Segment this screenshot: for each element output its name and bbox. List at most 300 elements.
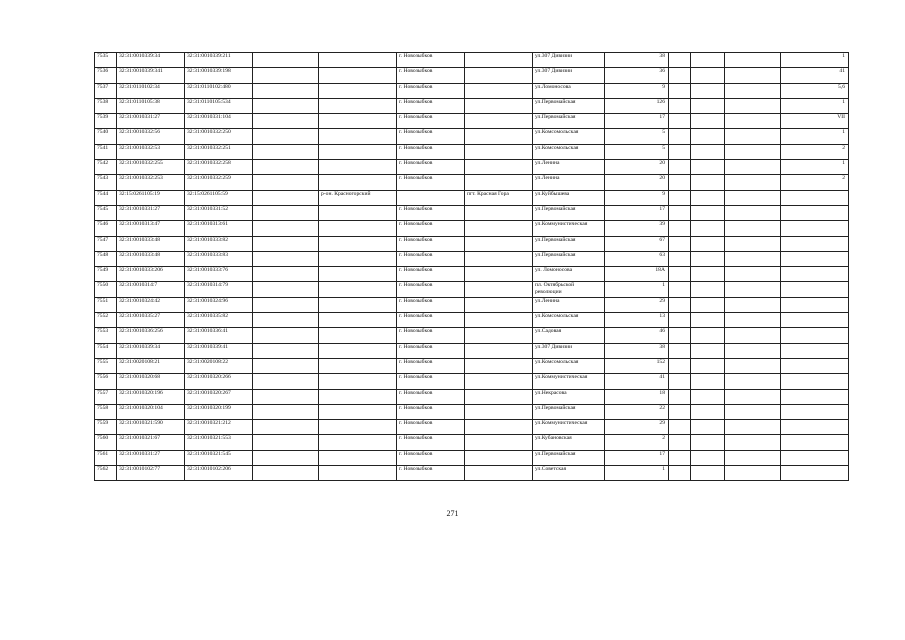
cell-c8 (669, 435, 691, 450)
cell-c10 (725, 420, 781, 435)
cell-street: ул. Ломоносова (533, 267, 605, 282)
cell-settlement (465, 83, 533, 98)
cell-no: 7553 (95, 328, 117, 343)
cell-no: 7548 (95, 251, 117, 266)
cell-city: г. Новозыбков (397, 236, 465, 251)
cell-c9 (691, 221, 725, 236)
cell-c8 (669, 129, 691, 144)
cell-city: г. Новозыбков (397, 450, 465, 465)
cell-city: г. Новозыбков (397, 205, 465, 220)
cell-cad1: 32:31:0010313:47 (117, 221, 185, 236)
cell-house: 46 (605, 328, 669, 343)
cell-cad1: 32:31:0010339:341 (117, 68, 185, 83)
cell-c10 (725, 190, 781, 205)
cell-street: ул.Комсомольская (533, 313, 605, 328)
cell-c8 (669, 420, 691, 435)
cell-house: 63 (605, 251, 669, 266)
table-row (95, 53, 849, 68)
table-row (95, 251, 849, 266)
table-row (95, 297, 849, 312)
cell-flat: 5,6 (781, 83, 849, 98)
cell-cad1: 32:31:0010332:53 (117, 144, 185, 159)
cell-c8 (669, 144, 691, 159)
table-row (95, 466, 849, 481)
cell-c8 (669, 221, 691, 236)
cell-flat (781, 267, 849, 282)
cell-c9 (691, 205, 725, 220)
cell-c9 (691, 190, 725, 205)
cell-c9 (691, 374, 725, 389)
cell-settlement (465, 53, 533, 68)
cell-c9 (691, 53, 725, 68)
cell-street: ул.Первомайская (533, 404, 605, 419)
cell-c8 (669, 190, 691, 205)
cell-c8 (669, 267, 691, 282)
cell-no: 7544 (95, 190, 117, 205)
cell-flat (781, 389, 849, 404)
cell-street: ул.Первомайская (533, 450, 605, 465)
cell-district (319, 160, 397, 175)
cell-no: 7550 (95, 282, 117, 297)
cell-house: 67 (605, 236, 669, 251)
cell-c3 (253, 267, 319, 282)
cell-flat: VII (781, 114, 849, 129)
cell-street: ул.Куйбышева (533, 190, 605, 205)
cell-cad2: 32:15:0261105:59 (185, 190, 253, 205)
cell-house: 5 (605, 144, 669, 159)
cell-cad2: 32:31:0010321:545 (185, 450, 253, 465)
cell-cad2: 32:31:0010333:76 (185, 267, 253, 282)
cell-district (319, 221, 397, 236)
cell-house: 41 (605, 374, 669, 389)
cell-district (319, 267, 397, 282)
cell-c9 (691, 236, 725, 251)
cell-settlement (465, 144, 533, 159)
cell-cad1: 32:31:0010335:27 (117, 313, 185, 328)
cell-flat (781, 450, 849, 465)
cell-house: 29 (605, 297, 669, 312)
cell-street: ул.307 Дивизии (533, 343, 605, 358)
cell-no: 7556 (95, 374, 117, 389)
cell-c10 (725, 114, 781, 129)
cell-settlement (465, 297, 533, 312)
cell-house: 39 (605, 221, 669, 236)
cell-c9 (691, 466, 725, 481)
cell-street: ул.Кубановская (533, 435, 605, 450)
cell-district (319, 282, 397, 297)
cell-no: 7535 (95, 53, 117, 68)
cell-c8 (669, 160, 691, 175)
cell-no: 7561 (95, 450, 117, 465)
cell-c9 (691, 251, 725, 266)
cell-c8 (669, 358, 691, 373)
cell-district (319, 450, 397, 465)
cell-settlement (465, 389, 533, 404)
cell-no: 7560 (95, 435, 117, 450)
cell-no: 7545 (95, 205, 117, 220)
cell-cad2: 32:31:0110105:534 (185, 98, 253, 113)
cell-c10 (725, 83, 781, 98)
cell-house: 1 (605, 466, 669, 481)
cell-c8 (669, 313, 691, 328)
cell-settlement (465, 251, 533, 266)
cell-c3 (253, 404, 319, 419)
cell-flat: 1 (781, 98, 849, 113)
table-row (95, 236, 849, 251)
cell-street: ул.Коммунистическая (533, 420, 605, 435)
cell-city: г. Новозыбков (397, 435, 465, 450)
cell-city: г. Новозыбков (397, 175, 465, 190)
cell-no: 7558 (95, 404, 117, 419)
cell-street: ул.Ленина (533, 160, 605, 175)
table-row (95, 129, 849, 144)
cell-city: г. Новозыбков (397, 83, 465, 98)
cell-street: ул.Первомайская (533, 114, 605, 129)
table-row (95, 389, 849, 404)
cell-city: г. Новозыбков (397, 282, 465, 297)
cell-c3 (253, 144, 319, 159)
cell-c3 (253, 282, 319, 297)
cell-house: 17 (605, 205, 669, 220)
cell-c8 (669, 236, 691, 251)
cell-house: 17 (605, 450, 669, 465)
cell-c9 (691, 160, 725, 175)
cell-settlement (465, 328, 533, 343)
cell-cad1: 32:31:0010102:77 (117, 466, 185, 481)
cell-settlement (465, 129, 533, 144)
cell-cad1: 32:31:0010320:68 (117, 374, 185, 389)
cell-cad1: 32:31:0010320:196 (117, 389, 185, 404)
cell-city: г. Новозыбков (397, 404, 465, 419)
cell-flat (781, 420, 849, 435)
cell-c8 (669, 68, 691, 83)
cell-c9 (691, 98, 725, 113)
cell-c3 (253, 114, 319, 129)
cell-street: ул.Коммунистическая (533, 374, 605, 389)
cell-c3 (253, 313, 319, 328)
cell-flat (781, 435, 849, 450)
cell-c8 (669, 282, 691, 297)
cell-district (319, 374, 397, 389)
table-row (95, 68, 849, 83)
cell-house: 17 (605, 114, 669, 129)
cell-c8 (669, 450, 691, 465)
cell-c10 (725, 389, 781, 404)
cell-cad1: 32:31:0010320:104 (117, 404, 185, 419)
cell-c10 (725, 175, 781, 190)
cell-cad2: 32:31:0010332:251 (185, 144, 253, 159)
table-row (95, 190, 849, 205)
cell-no: 7541 (95, 144, 117, 159)
cell-city: г. Новозыбков (397, 389, 465, 404)
cell-c3 (253, 297, 319, 312)
cell-street: ул.307 Дивизии (533, 53, 605, 68)
cell-city: г. Новозыбков (397, 160, 465, 175)
cell-c9 (691, 129, 725, 144)
cell-district (319, 236, 397, 251)
cell-no: 7562 (95, 466, 117, 481)
cell-c3 (253, 129, 319, 144)
table-row (95, 282, 849, 297)
cell-no: 7547 (95, 236, 117, 251)
cell-house: 20 (605, 160, 669, 175)
cell-c3 (253, 190, 319, 205)
cell-c9 (691, 144, 725, 159)
cell-district: р-он. Красногорский (319, 190, 397, 205)
cell-no: 7549 (95, 267, 117, 282)
cell-no: 7538 (95, 98, 117, 113)
cell-c9 (691, 175, 725, 190)
cell-c8 (669, 114, 691, 129)
cell-no: 7559 (95, 420, 117, 435)
cell-cad2: 32:31:0110102:480 (185, 83, 253, 98)
cell-house: 152 (605, 358, 669, 373)
cell-settlement (465, 358, 533, 373)
cell-c3 (253, 343, 319, 358)
property-register-table (94, 52, 849, 481)
cell-city: г. Новозыбков (397, 144, 465, 159)
cell-cad1: 32:31:0010339:34 (117, 343, 185, 358)
cell-flat (781, 205, 849, 220)
cell-c3 (253, 68, 319, 83)
cell-district (319, 205, 397, 220)
cell-city: г. Новозыбков (397, 328, 465, 343)
cell-c3 (253, 358, 319, 373)
table-row (95, 221, 849, 236)
cell-flat: 2 (781, 175, 849, 190)
cell-c3 (253, 160, 319, 175)
cell-district (319, 389, 397, 404)
cell-city (397, 190, 465, 205)
cell-cad1: 32:31:0010314:7 (117, 282, 185, 297)
cell-street: ул.Комсомольская (533, 129, 605, 144)
cell-district (319, 435, 397, 450)
cell-c9 (691, 343, 725, 358)
cell-c10 (725, 374, 781, 389)
cell-street: ул.Комсомольская (533, 144, 605, 159)
table-row (95, 450, 849, 465)
cell-c3 (253, 389, 319, 404)
cell-city: г. Новозыбков (397, 114, 465, 129)
cell-house: 20 (605, 175, 669, 190)
cell-district (319, 466, 397, 481)
cell-house: 36 (605, 68, 669, 83)
table-row (95, 313, 849, 328)
cell-city: г. Новозыбков (397, 53, 465, 68)
cell-street: ул.Советская (533, 466, 605, 481)
cell-c9 (691, 267, 725, 282)
cell-district (319, 420, 397, 435)
cell-c10 (725, 68, 781, 83)
cell-flat: 1 (781, 129, 849, 144)
cell-house: 22 (605, 404, 669, 419)
cell-settlement (465, 450, 533, 465)
cell-c10 (725, 160, 781, 175)
cell-cad1: 32:31:0010321:590 (117, 420, 185, 435)
cell-cad2: 32:31:0010313:61 (185, 221, 253, 236)
cell-cad1: 32:31:0010336:256 (117, 328, 185, 343)
cell-cad1: 32:31:0010331:27 (117, 114, 185, 129)
cell-house: 5 (605, 129, 669, 144)
cell-no: 7552 (95, 313, 117, 328)
cell-house: 126 (605, 98, 669, 113)
cell-flat (781, 221, 849, 236)
cell-house: 9 (605, 190, 669, 205)
cell-district (319, 129, 397, 144)
table-row (95, 420, 849, 435)
cell-city: г. Новозыбков (397, 251, 465, 266)
cell-flat (781, 282, 849, 297)
cell-city: г. Новозыбков (397, 129, 465, 144)
cell-c10 (725, 282, 781, 297)
cell-cad1: 32:31:0010332:253 (117, 175, 185, 190)
cell-c9 (691, 450, 725, 465)
cell-cad1: 32:31:0110105:38 (117, 98, 185, 113)
cell-c10 (725, 450, 781, 465)
cell-c9 (691, 297, 725, 312)
cell-flat (781, 236, 849, 251)
cell-settlement (465, 160, 533, 175)
register-body (95, 53, 849, 481)
cell-c10 (725, 53, 781, 68)
cell-flat (781, 343, 849, 358)
cell-c8 (669, 53, 691, 68)
cell-no: 7540 (95, 129, 117, 144)
cell-flat (781, 404, 849, 419)
cell-c9 (691, 435, 725, 450)
cell-c3 (253, 328, 319, 343)
cell-settlement (465, 374, 533, 389)
cell-flat (781, 313, 849, 328)
cell-c3 (253, 435, 319, 450)
cell-no: 7555 (95, 358, 117, 373)
cell-cad2: 32:31:0010339:211 (185, 53, 253, 68)
table-row (95, 205, 849, 220)
cell-district (319, 175, 397, 190)
table-row (95, 267, 849, 282)
cell-no: 7536 (95, 68, 117, 83)
cell-c10 (725, 328, 781, 343)
cell-flat: 2 (781, 144, 849, 159)
table-row (95, 328, 849, 343)
cell-c10 (725, 343, 781, 358)
cell-c3 (253, 450, 319, 465)
cell-district (319, 404, 397, 419)
cell-settlement (465, 466, 533, 481)
cell-flat: 41 (781, 68, 849, 83)
cell-district (319, 343, 397, 358)
cell-cad1: 32:31:0020108:21 (117, 358, 185, 373)
cell-street: ул.Садовая (533, 328, 605, 343)
cell-c10 (725, 267, 781, 282)
cell-cad1: 32:15:0261105:19 (117, 190, 185, 205)
cell-c9 (691, 83, 725, 98)
cell-settlement (465, 114, 533, 129)
cell-flat: 1 (781, 160, 849, 175)
cell-cad2: 32:31:0010333:83 (185, 251, 253, 266)
cell-city: г. Новозыбков (397, 374, 465, 389)
cell-street: ул.Первомайская (533, 251, 605, 266)
cell-settlement (465, 98, 533, 113)
cell-street: ул.Комсомольская (533, 358, 605, 373)
cell-cad2: 32:31:0010320:267 (185, 389, 253, 404)
cell-c9 (691, 420, 725, 435)
cell-cad2: 32:31:0010102:206 (185, 466, 253, 481)
cell-city: г. Новозыбков (397, 420, 465, 435)
cell-cad2: 32:31:0010314:79 (185, 282, 253, 297)
cell-c3 (253, 420, 319, 435)
cell-street: ул.Некрасова (533, 389, 605, 404)
cell-c8 (669, 297, 691, 312)
cell-cad2: 32:31:0010320:199 (185, 404, 253, 419)
cell-cad2: 32:31:0010331:52 (185, 205, 253, 220)
cell-city: г. Новозыбков (397, 68, 465, 83)
cell-city: г. Новозыбков (397, 313, 465, 328)
cell-settlement (465, 236, 533, 251)
cell-street: ул.Ленина (533, 297, 605, 312)
cell-settlement (465, 175, 533, 190)
cell-cad1: 32:31:0010333:48 (117, 251, 185, 266)
cell-cad2: 32:31:0010333:82 (185, 236, 253, 251)
table-row (95, 358, 849, 373)
cell-settlement (465, 205, 533, 220)
cell-district (319, 68, 397, 83)
cell-no: 7542 (95, 160, 117, 175)
cell-house: 9 (605, 83, 669, 98)
cell-cad1: 32:31:0110102:34 (117, 83, 185, 98)
cell-house: 2 (605, 435, 669, 450)
cell-cad2: 32:31:0010321:553 (185, 435, 253, 450)
cell-c9 (691, 114, 725, 129)
cell-settlement (465, 343, 533, 358)
cell-house: 38 (605, 53, 669, 68)
cell-street: ул.Первомайская (533, 205, 605, 220)
cell-district (319, 98, 397, 113)
cell-district (319, 358, 397, 373)
cell-house: 29 (605, 420, 669, 435)
cell-c9 (691, 313, 725, 328)
cell-city: г. Новозыбков (397, 98, 465, 113)
cell-house: 18 (605, 389, 669, 404)
cell-cad2: 32:31:0010321:212 (185, 420, 253, 435)
cell-c10 (725, 236, 781, 251)
cell-cad2: 32:31:0010336:41 (185, 328, 253, 343)
cell-district (319, 297, 397, 312)
cell-settlement (465, 267, 533, 282)
cell-c10 (725, 129, 781, 144)
cell-c8 (669, 251, 691, 266)
cell-house: 18А (605, 267, 669, 282)
cell-street: ул.Первомайская (533, 98, 605, 113)
cell-cad1: 32:31:0010321:67 (117, 435, 185, 450)
cell-settlement (465, 420, 533, 435)
cell-district (319, 83, 397, 98)
cell-c10 (725, 251, 781, 266)
cell-city: г. Новозыбков (397, 358, 465, 373)
cell-no: 7554 (95, 343, 117, 358)
cell-cad1: 32:31:0010332:56 (117, 129, 185, 144)
cell-street: ул.307 Дивизии (533, 68, 605, 83)
cell-district (319, 251, 397, 266)
cell-c9 (691, 282, 725, 297)
cell-c3 (253, 466, 319, 481)
cell-cad1: 32:31:0010332:255 (117, 160, 185, 175)
cell-cad2: 32:31:0010339:198 (185, 68, 253, 83)
cell-house: 1 (605, 282, 669, 297)
cell-cad2: 32:31:0010339:41 (185, 343, 253, 358)
cell-no: 7546 (95, 221, 117, 236)
table-row (95, 114, 849, 129)
